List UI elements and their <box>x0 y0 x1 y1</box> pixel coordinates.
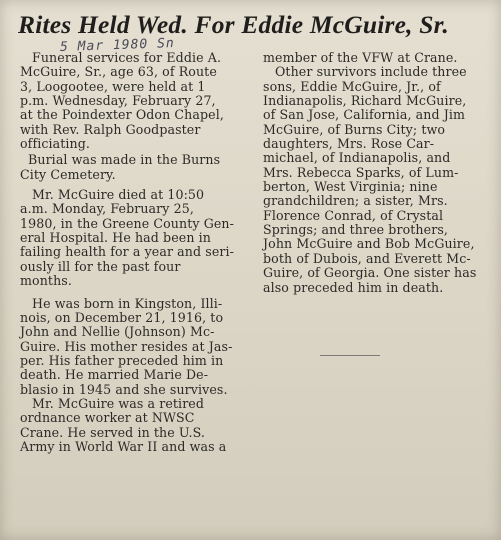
text-line: Mrs. Rebecca Sparks, of Lum- <box>263 164 459 180</box>
text-line: Mr. McGuire was a retired <box>32 395 205 411</box>
text-line: ously ill for the past four <box>20 258 181 274</box>
text-line: nois, on December 21, 1916, to <box>20 309 224 325</box>
right-column <box>263 51 489 295</box>
text-line: 1980, in the Greene County Gen- <box>20 215 234 231</box>
text-line: eral Hospital. He had been in <box>20 230 211 246</box>
text-line: He was born in Kingston, Illi- <box>32 295 223 311</box>
text-line: ordnance worker at NWSC <box>20 410 195 426</box>
text-line: Florence Conrad, of Crystal <box>263 207 444 223</box>
text-line: John and Nellie (Johnson) Mc- <box>20 324 215 340</box>
text-line: death. He married Marie De- <box>20 367 209 383</box>
text-line: 3, Loogootee, were held at 1 <box>20 78 206 94</box>
text-line: at the Poindexter Odon Chapel, <box>20 107 224 123</box>
text-line: Army in World War II and was a <box>20 438 227 454</box>
text-line: of San Jose, California, and Jim <box>263 107 466 123</box>
text-line: Guire, of Georgia. One sister has <box>263 265 477 281</box>
text-line: daughters, Mrs. Rose Car- <box>263 136 435 152</box>
text-line: Springs; and three brothers, <box>263 222 448 238</box>
text-line: Guire. His mother resides at Jas- <box>20 338 233 354</box>
end-rule-divider <box>320 355 380 356</box>
text-line: Indianapolis, Richard McGuire, <box>263 93 467 109</box>
text-line: member of the VFW at Crane. <box>263 50 458 65</box>
left-column <box>20 51 260 454</box>
text-line: sons, Eddie McGuire, Jr., of <box>263 78 441 94</box>
text-line: a.m. Monday, February 25, <box>20 201 194 217</box>
text-line: both of Dubois, and Everett Mc- <box>263 250 471 266</box>
text-line: John McGuire and Bob McGuire, <box>263 236 475 252</box>
text-line: per. His father preceded him in <box>20 352 224 368</box>
text-line: Funeral services for Eddie A. <box>32 50 222 65</box>
text-line: with Rev. Ralph Goodpaster <box>20 121 201 137</box>
text-line: Burial was made in the Burns <box>28 152 221 168</box>
text-line: Other survivors include three <box>275 64 467 80</box>
text-line: failing health for a year and seri- <box>20 244 234 260</box>
text-line: months. <box>20 273 72 289</box>
text-line: McGuire, Sr., age 63, of Route <box>20 64 217 80</box>
text-line: michael, of Indianapolis, and <box>263 150 451 166</box>
text-line: grandchildren; a sister, Mrs. <box>263 193 448 209</box>
text-line: also preceded him in death. <box>263 279 444 295</box>
text-line: Mr. McGuire died at 10:50 <box>32 187 205 203</box>
headline: Rites Held Wed. For Eddie McGuire, Sr. <box>18 10 449 39</box>
handwritten-date-note: 5 Mar 1980 Sn <box>59 36 175 55</box>
text-line: p.m. Wednesday, February 27, <box>20 93 216 109</box>
text-line: McGuire, of Burns City; two <box>263 121 446 137</box>
text-line: blasio in 1945 and she survives. <box>20 381 228 397</box>
text-line: Crane. He served in the U.S. <box>20 424 205 440</box>
text-line: officiating. <box>20 136 90 152</box>
text-line: berton, West Virginia; nine <box>263 179 438 195</box>
text-line: City Cemetery. <box>20 166 116 182</box>
